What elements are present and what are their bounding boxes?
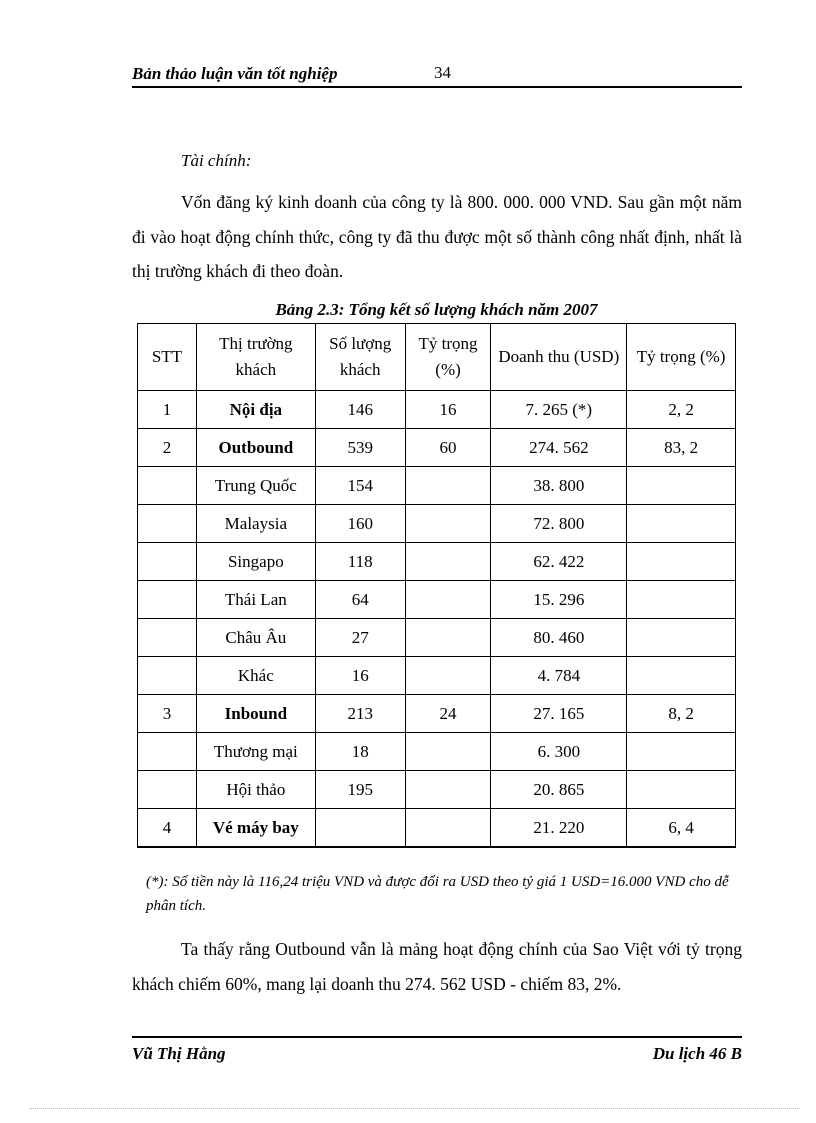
- table-cell-revenue: 21. 220: [491, 809, 627, 848]
- table-cell-share: 24: [405, 695, 491, 733]
- table-cell-stt: [138, 467, 197, 505]
- author-name: Vũ Thị Hằng: [132, 1044, 226, 1063]
- col-header-share: Tỷ trọng (%): [405, 324, 491, 391]
- table-cell-revenue-share: 8, 2: [627, 695, 736, 733]
- table-cell-market: Trung Quốc: [196, 467, 315, 505]
- paragraph-conclusion: Ta thấy rằng Outbound vẫn là mảng hoạt động chính của Sao Việt với tỷ trọng khách chiếm 60%, mang lại doanh thu 274. 562 USD - chiếm 83, 2%.: [132, 939, 742, 994]
- table-cell-market: Vé máy bay: [196, 809, 315, 848]
- table-cell-revenue-share: [627, 505, 736, 543]
- table-cell-revenue-share: [627, 771, 736, 809]
- table-cell-revenue: 4. 784: [491, 657, 627, 695]
- page-footer: [132, 1036, 742, 1068]
- table-cell-market: Outbound: [196, 429, 315, 467]
- table-cell-guests: 18: [315, 733, 405, 771]
- table-row: [138, 391, 736, 429]
- table-cell-revenue: 15. 296: [491, 581, 627, 619]
- col-header-market: Thị trường khách: [196, 324, 315, 391]
- page-number: 34: [434, 63, 451, 82]
- table-cell-share: [405, 733, 491, 771]
- table-cell-guests: 27: [315, 619, 405, 657]
- page-bottom-divider: [30, 1108, 800, 1109]
- table-cell-revenue-share: 2, 2: [627, 391, 736, 429]
- table-row: [138, 467, 736, 505]
- table-cell-share: [405, 543, 491, 581]
- table-cell-revenue: 72. 800: [491, 505, 627, 543]
- section-label: Tài chính:: [181, 151, 252, 170]
- table-row: [138, 505, 736, 543]
- guest-summary-table: [137, 323, 736, 848]
- table-row: [138, 733, 736, 771]
- table-row: [138, 657, 736, 695]
- table-cell-share: [405, 809, 491, 848]
- table-cell-stt: [138, 505, 197, 543]
- table-row: [138, 429, 736, 467]
- table-cell-share: [405, 581, 491, 619]
- table-row: [138, 619, 736, 657]
- table-cell-stt: [138, 771, 197, 809]
- table-row: [138, 809, 736, 848]
- table-cell-stt: 1: [138, 391, 197, 429]
- table-cell-market: Khác: [196, 657, 315, 695]
- table-cell-revenue-share: 6, 4: [627, 809, 736, 848]
- table-cell-revenue-share: 83, 2: [627, 429, 736, 467]
- table-cell-stt: [138, 543, 197, 581]
- table-cell-stt: [138, 733, 197, 771]
- table-cell-stt: [138, 619, 197, 657]
- table-cell-market: Singapo: [196, 543, 315, 581]
- table-cell-guests: 64: [315, 581, 405, 619]
- table-cell-revenue: 20. 865: [491, 771, 627, 809]
- table-cell-guests: 213: [315, 695, 405, 733]
- table-cell-guests: 146: [315, 391, 405, 429]
- table-cell-revenue-share: [627, 543, 736, 581]
- table-caption: Bảng 2.3: Tổng kết số lượng khách năm 2007: [275, 300, 598, 319]
- table-cell-stt: [138, 657, 197, 695]
- table-cell-revenue: 274. 562: [491, 429, 627, 467]
- table-row: [138, 695, 736, 733]
- table-cell-revenue-share: [627, 657, 736, 695]
- table-cell-revenue-share: [627, 733, 736, 771]
- table-cell-guests: 118: [315, 543, 405, 581]
- table-cell-share: 16: [405, 391, 491, 429]
- table-cell-share: [405, 505, 491, 543]
- col-header-revenue-share: Tỷ trọng (%): [627, 324, 736, 391]
- table-cell-revenue: 6. 300: [491, 733, 627, 771]
- table-header-row: [138, 324, 736, 391]
- table-cell-market: Thái Lan: [196, 581, 315, 619]
- table-cell-market: Hội thảo: [196, 771, 315, 809]
- table-cell-share: 60: [405, 429, 491, 467]
- table-cell-market: Malaysia: [196, 505, 315, 543]
- table-cell-market: Inbound: [196, 695, 315, 733]
- table-cell-guests: 160: [315, 505, 405, 543]
- page-header: [132, 60, 742, 88]
- table-cell-revenue-share: [627, 619, 736, 657]
- table-cell-revenue: 7. 265 (*): [491, 391, 627, 429]
- table-cell-stt: 4: [138, 809, 197, 848]
- table-cell-guests: 539: [315, 429, 405, 467]
- paragraph-capital: Vốn đăng ký kinh doanh của công ty là 800. 000. 000 VND. Sau gần một năm đi vào hoạt động chính thức, công ty đã thu được một số thành công nhất định, nhất là thị trường khách đi theo đoàn.: [132, 192, 742, 281]
- col-header-revenue: Doanh thu (USD): [491, 324, 627, 391]
- table-cell-share: [405, 467, 491, 505]
- table-cell-revenue: 62. 422: [491, 543, 627, 581]
- table-cell-market: Thương mại: [196, 733, 315, 771]
- table-row: [138, 581, 736, 619]
- col-header-stt: STT: [138, 324, 197, 391]
- table-cell-revenue-share: [627, 581, 736, 619]
- table-cell-guests: 154: [315, 467, 405, 505]
- table-cell-revenue: 27. 165: [491, 695, 627, 733]
- footnote: (*): Số tiền này là 116,24 triệu VND và được đổi ra USD theo tỷ giá 1 USD=16.000 VND cho dễ phân tích.: [146, 874, 729, 914]
- table-cell-share: [405, 619, 491, 657]
- table-cell-guests: 16: [315, 657, 405, 695]
- table-row: [138, 771, 736, 809]
- document-title: Bản thảo luận văn tốt nghiệp: [132, 64, 338, 83]
- table-cell-stt: [138, 581, 197, 619]
- table-cell-share: [405, 771, 491, 809]
- table-cell-revenue: 80. 460: [491, 619, 627, 657]
- table-cell-market: Nội địa: [196, 391, 315, 429]
- table-cell-stt: 3: [138, 695, 197, 733]
- col-header-guests: Số lượng khách: [315, 324, 405, 391]
- table-cell-stt: 2: [138, 429, 197, 467]
- table-cell-guests: 195: [315, 771, 405, 809]
- table-cell-revenue: 38. 800: [491, 467, 627, 505]
- table-cell-share: [405, 657, 491, 695]
- course-name: Du lịch 46 B: [652, 1044, 742, 1063]
- table-cell-guests: [315, 809, 405, 848]
- table-row: [138, 543, 736, 581]
- table-body: [138, 391, 736, 848]
- table-cell-revenue-share: [627, 467, 736, 505]
- table-cell-market: Châu Âu: [196, 619, 315, 657]
